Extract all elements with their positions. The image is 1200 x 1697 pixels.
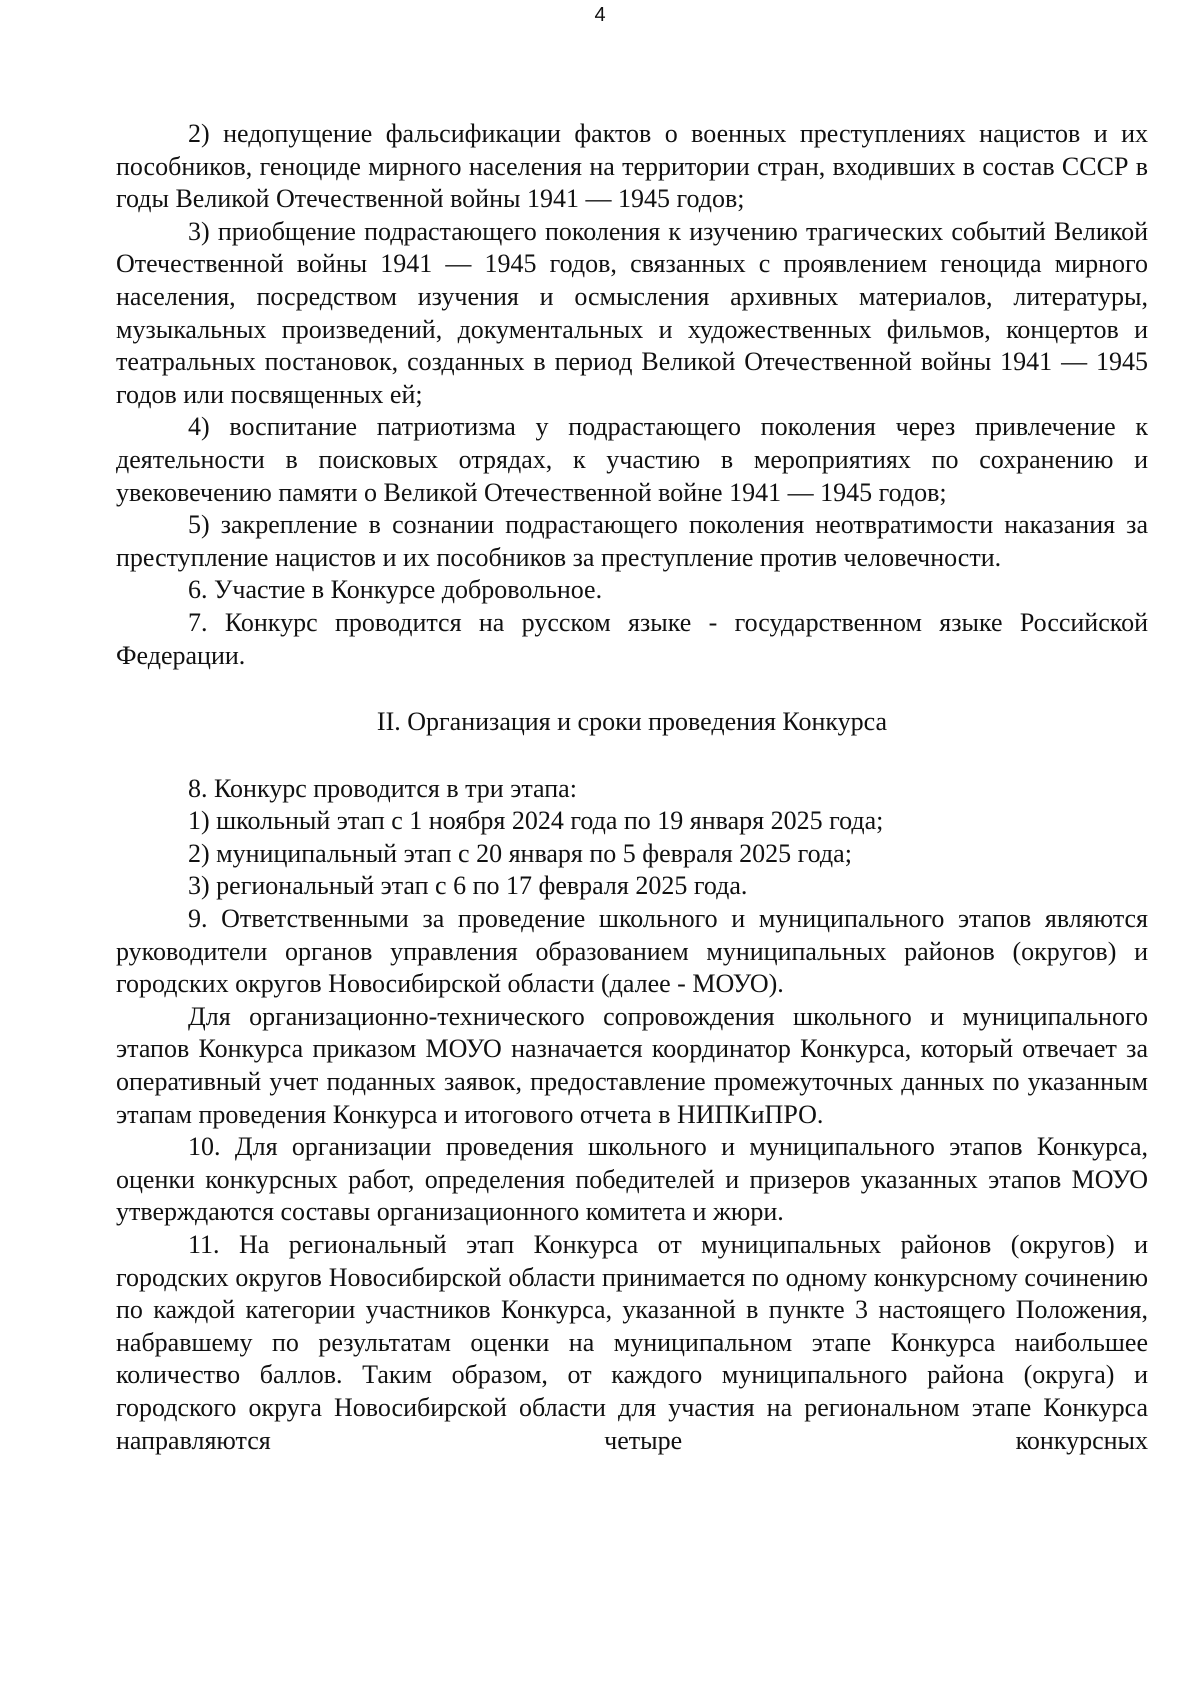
paragraph-item-2: 2) недопущение фальсификации фактов о военных преступлениях нацистов и их пособников, геноциде мирного населения на территории стран, входивших в состав СССР в годы Великой Отечественной войны 1941 — 1945 годов;	[116, 119, 1148, 214]
paragraph-8: 8. Конкурс проводится в три этапа:	[188, 773, 577, 803]
stage-school: 1) школьный этап с 1 ноября 2024 года по 19 января 2025 года;	[188, 806, 884, 836]
paragraph-coordinator: Для организационно-технического сопровождения школьного и муниципального этапов Конкурса приказом МОУО назначается координатор Конкурса, который отвечает за оперативный учет поданных заявок, предоставление промежуточных данных по указанным этапам проведения Конкурса и итогового отчета в НИПКиПРО.	[116, 1001, 1148, 1129]
paragraph-item-4: 4) воспитание патриотизма у подрастающего поколения через привлечение к деятельности в поисковых отрядах, к участию в мероприятиях по сохранению и увековечению памяти о Великой Отечественной войне 1941 — 1945 годов;	[116, 412, 1148, 507]
paragraph-item-3: 3) приобщение подрастающего поколения к изучению трагических событий Великой Отечественной войны 1941 — 1945 годов, связанных с проявлением геноцида мирного населения, посредством изучения и осмысления архивных материалов, литературы, музыкальных произведений, документальных и художественных фильмов, концертов и театральных постановок, созданных в период Великой Отечественной войны 1941 — 1945 годов или посвященных ей;	[116, 216, 1148, 409]
page-number: 4	[594, 4, 606, 26]
section-heading: II. Организация и сроки проведения Конкурса	[376, 707, 888, 737]
paragraph-6: 6. Участие в Конкурсе добровольное.	[188, 575, 603, 605]
paragraph-item-5: 5) закрепление в сознании подрастающего поколения неотвратимости наказания за преступление нацистов и их пособников за преступление против человечности.	[116, 510, 1148, 572]
paragraph-9: 9. Ответственными за проведение школьного и муниципального этапов являются руководители органов управления образованием муниципальных районов (округов) и городских округов Новосибирской области (далее - МОУО).	[116, 904, 1148, 999]
document-body	[116, 118, 1148, 1457]
paragraph-7: 7. Конкурс проводится на русском языке - государственном языке Российской Федерации.	[116, 607, 1148, 670]
stage-regional: 3) региональный этап с 6 по 17 февраля 2025 года.	[188, 871, 748, 901]
paragraph-10: 10. Для организации проведения школьного и муниципального этапов Конкурса, оценки конкурсных работ, определения победителей и призеров указанных этапов МОУО утверждаются составы организационного комитета и жюри.	[116, 1132, 1148, 1227]
stage-municipal: 2) муниципальный этап с 20 января по 5 февраля 2025 года;	[188, 838, 852, 868]
paragraph-11: 11. На региональный этап Конкурса от муниципальных районов (округов) и городских округов Новосибирской области принимается по одному конкурсному сочинению по каждой категории участников Конкурса, указанной в пункте 3 настоящего Положения, набравшему по результатам оценки на муниципальном этапе Конкурса наибольшее количество баллов. Таким образом, от каждого муниципального района (округа) и городского округа Новосибирской области для участия на региональном этапе Конкурса направляются четыре конкурсных	[116, 1230, 1148, 1455]
